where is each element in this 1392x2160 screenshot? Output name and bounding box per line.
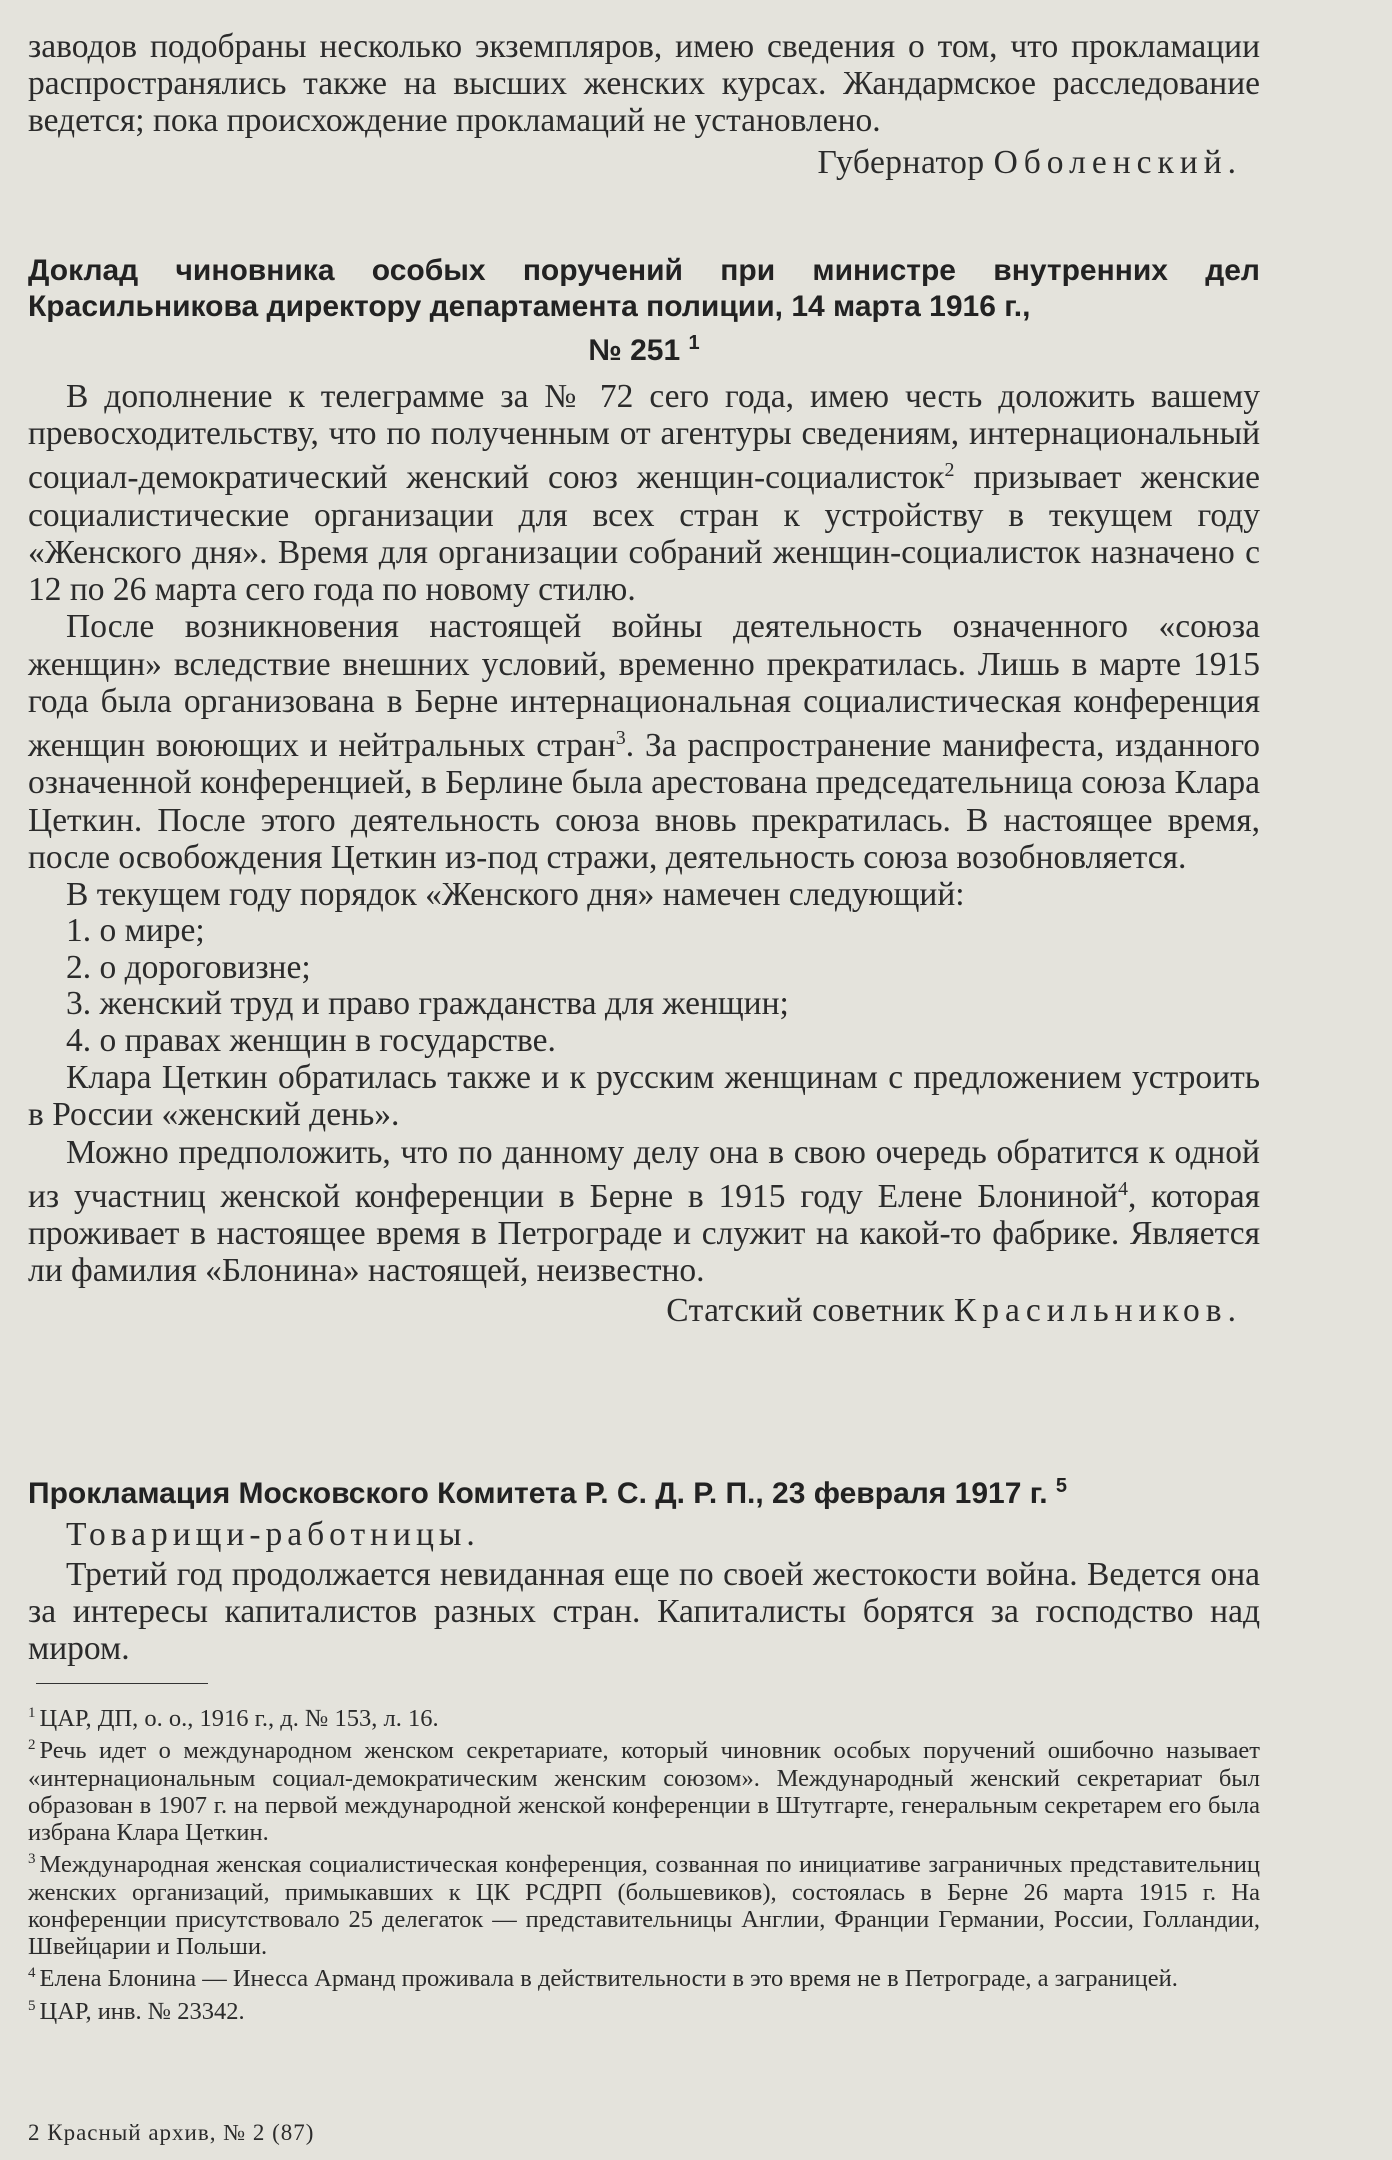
signature-councillor	[28, 1292, 1260, 1330]
footnote: $^5$ ЦАР, инв. № 23342.	[28, 1997, 245, 2025]
footnotes	[28, 1700, 1260, 2025]
report-paragraph-4: Клара Цеткин обратилась также и к русским женщинам с предложением устроить в России «женский день».	[28, 1059, 1260, 1134]
report-paragraph-3: В текущем году порядок «Женского дня» намечен следующий:	[66, 875, 965, 913]
page-footer-text: 2 Красный архив, № 2 (87)	[28, 2120, 315, 2145]
proclamation-heading-block	[28, 1468, 1260, 1512]
footnote: $^2$ Речь идет о международном женском секретариате, который чиновник особых поручений ошибочно называет «интернациональным социал-демократическим женским союзом». Международный женский секретариат был образован в 1907 г. на первой международной женской конференции в Штутгарте, генеральным секретарем его была избрана Клара Цеткин.	[28, 1737, 1260, 1847]
report-body	[28, 378, 1260, 1330]
proclamation-paragraph: Третий год продолжается невиданная еще по своей жестокости война. Ведется она за интересы капиталистов разных стран. Капиталисты борятся за господство над миром.	[28, 1556, 1260, 1668]
intro-block	[28, 28, 1260, 182]
proclamation-addressee: Товарищи-работницы.	[66, 1516, 480, 1553]
report-paragraph-1: В дополнение к телеграмме за № 72 сего года, имею честь доложить вашему превосходительству, что по полученным от агентуры сведениям, интернациональный социал-демократический женский союз женщин-социалисток$^2$ призывает женские социалистические организации для всех стран к устройству в текущем году «Женского дня». Время для организации собраний женщин-социалисток назначено с 12 по 26 марта сего года по новому стилю.	[28, 378, 1260, 609]
signature-title: Губернатор	[817, 143, 994, 181]
page-footer	[28, 2120, 1260, 2146]
agenda-item: 2. о дороговизне;	[66, 948, 311, 986]
footnote: $^4$ Елена Блонина — Инесса Арманд проживала в действительности в это время не в Петрограде, а заграницей.	[28, 1965, 1178, 1993]
signature-title: Статский советник	[666, 1291, 954, 1329]
report-heading-block	[28, 253, 1260, 369]
footnote-ref: 3	[615, 726, 626, 749]
signature-governor	[28, 144, 1260, 182]
footnote: $^3$ Международная женская социалистическая конференция, созванная по инициативе заграничных представительниц женских организаций, примыкавших к ЦК РСДРП (большевиков), состоялась в Берне 26 марта 1915 г. На конференции присутствовало 25 делегаток — представительницы Англии, Франции Германии, России, Голландии, Швейцарии и Польши.	[28, 1851, 1260, 1961]
footnote-ref: 4	[1117, 1177, 1128, 1200]
proclamation-body	[28, 1516, 1260, 1668]
report-heading-number: № 251 $^1$	[588, 332, 700, 367]
intro-paragraph: заводов подобраны несколько экземпляров, имею сведения о том, что прокламации распространялись также на высших женских курсах. Жандармское расследование ведется; пока происхождение прокламаций не установлено.	[28, 28, 1260, 140]
signature-name: Оболенский.	[993, 143, 1242, 181]
footnote-divider	[36, 1683, 208, 1684]
agenda-item: 1. о мире;	[66, 912, 205, 950]
report-paragraph-5: Можно предположить, что по данному делу она в свою очередь обратится к одной из участниц женской конференции в Берне в 1915 году Елене Блониной$^4$, которая проживает в настоящее время в Петрограде и служит на какой-то фабрике. Является ли фамилия «Блонина» настоящей, неизвестно.	[28, 1133, 1260, 1290]
report-heading-text: Доклад чиновника особых поручений при министре внутренних дел Красильникова директору департамента полиции, 14 марта 1916 г.,	[28, 254, 1260, 323]
signature-name: Красильников.	[953, 1291, 1242, 1329]
footnote: $^1$ ЦАР, ДП, о. о., 1916 г., д. № 153, л. 16.	[28, 1705, 439, 1733]
proclamation-heading: Прокламация Московского Комитета Р. С. Д. Р. П., 23 февраля 1917 г. $^5$	[28, 1475, 1068, 1510]
footnote-ref: 5	[1055, 1475, 1068, 1497]
footnote-ref: 2	[944, 459, 955, 482]
footnote-ref: 1	[688, 332, 700, 354]
agenda-item: 3. женский труд и право гражданства для женщин;	[66, 985, 789, 1023]
report-heading	[28, 253, 1260, 369]
report-paragraph-2: После возникновения настоящей войны деятельность означенного «союза женщин» вследствие внешних условий, временно прекратилась. Лишь в марте 1915 года была организована в Берне интернациональная социалистическая конференция женщин воюющих и нейтральных стран$^3$. За распространение манифеста, изданного означенной конференцией, в Берлине была арестована председательница союза Клара Цеткин. После этого деятельность союза вновь прекратилась. В настоящее время, после освобождения Цеткин из-под стражи, деятельность союза возобновляется.	[28, 608, 1260, 876]
agenda-item: 4. о правах женщин в государстве.	[66, 1021, 556, 1059]
